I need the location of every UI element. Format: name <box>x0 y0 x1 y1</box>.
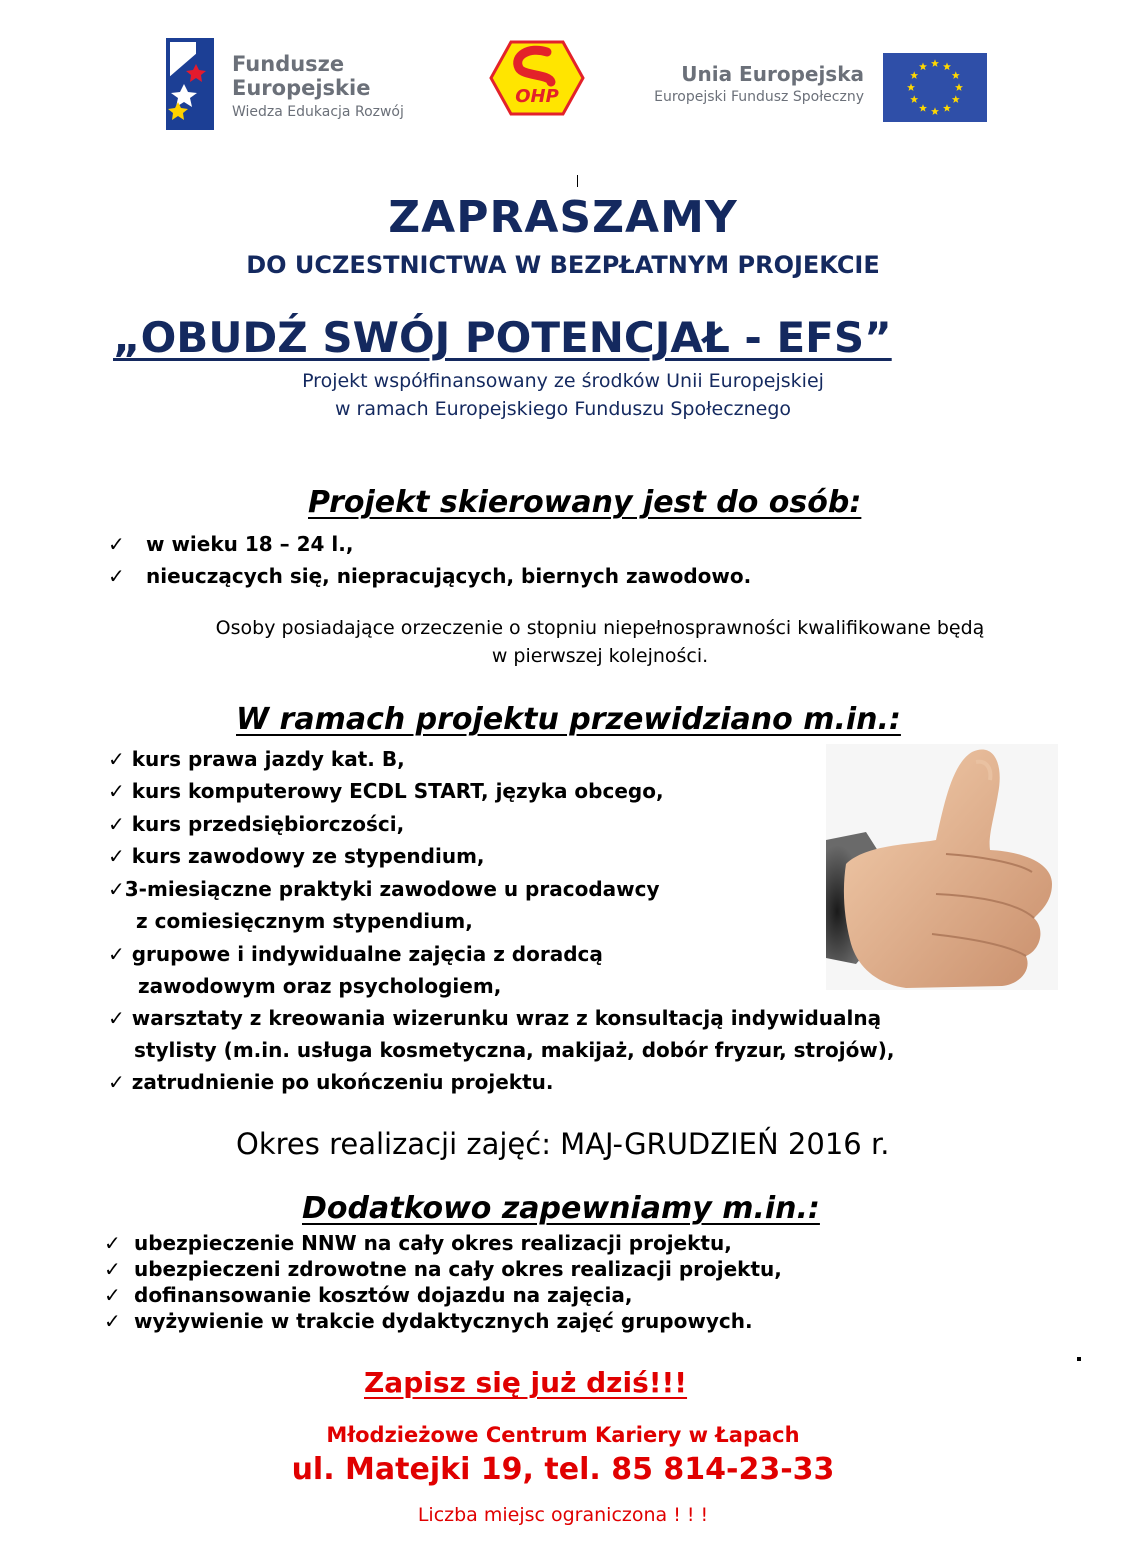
thumbs-up-icon <box>826 744 1058 990</box>
offer-line: ✓ kurs prawa jazdy kat. B, <box>108 747 405 771</box>
extras-item-label: ubezpieczenie NNW na cały okres realizacji projektu, <box>134 1231 732 1255</box>
offer-line: ✓3-miesiączne praktyki zawodowe u pracodawcy <box>108 877 660 901</box>
fundusze-line1: Fundusze <box>232 52 345 76</box>
places-limited: Liczba miejsc ograniczona ! ! ! <box>417 1504 709 1526</box>
offer-line: zawodowym oraz psychologiem, <box>138 974 502 998</box>
target-item-label: w wieku 18 – 24 l., <box>146 532 354 556</box>
offer-line: z comiesięcznym stypendium, <box>136 909 473 933</box>
check-icon: ✓ <box>108 532 125 556</box>
fundusze-europejskie-emblem-icon <box>166 38 214 130</box>
list-item <box>104 1230 732 1256</box>
offer-line: ✓ grupowe i indywidualne zajęcia z doradcą <box>108 942 603 966</box>
extras-item-label: ubezpieczeni zdrowotne na cały okres realizacji projektu, <box>134 1257 782 1281</box>
offer-line: ✓ zatrudnienie po ukończeniu projektu. <box>108 1070 554 1094</box>
fundusze-europejskie-logo <box>166 38 426 130</box>
project-name: „OBUDŹ SWÓJ POTENCJAŁ - EFS” <box>113 313 892 362</box>
check-icon: ✓ <box>104 1257 121 1281</box>
target-note <box>130 614 1070 670</box>
offer-line: ✓ kurs zawodowy ze stypendium, <box>108 844 485 868</box>
check-icon: ✓ <box>104 1283 121 1307</box>
check-icon: ✓ <box>104 1309 121 1333</box>
extras-item-label: dofinansowanie kosztów dojazdu na zajęcia, <box>134 1283 633 1307</box>
list-item <box>104 1282 633 1308</box>
eu-flag-icon <box>883 53 987 122</box>
stray-dot <box>1077 1357 1081 1361</box>
ohp-logo <box>489 38 585 118</box>
target-item-label: nieuczących się, niepracujących, biernych zawodowo. <box>146 564 752 588</box>
offer-heading: W ramach projektu przewidziano m.in.: <box>236 702 901 737</box>
ue-line1: Unia Europejska <box>681 62 864 86</box>
address-phone: ul. Matejki 19, tel. 85 814-23-33 <box>291 1452 835 1487</box>
offer-line: ✓ kurs komputerowy ECDL START, języka obcego, <box>108 779 664 803</box>
fundusze-line2: Europejskie <box>232 76 371 100</box>
check-icon: ✓ <box>108 564 125 588</box>
cofinance-line1: Projekt współfinansowany ze środków Unii Europejskiej <box>302 370 824 392</box>
target-note-line1: Osoby posiadające orzeczenie o stopniu niepełnosprawności kwalifikowane będą <box>215 617 985 639</box>
check-icon: ✓ <box>104 1231 121 1255</box>
ue-line2: Europejski Fundusz Społeczny <box>654 89 864 105</box>
offer-line: ✓ warsztaty z kreowania wizerunku wraz z konsultacją indywidualną <box>108 1006 882 1030</box>
target-heading: Projekt skierowany jest do osób: <box>308 485 862 520</box>
offer-line: stylisty (m.in. usługa kosmetyczna, makijaż, dobór fryzur, strojów), <box>134 1038 895 1062</box>
fundusze-line3: Wiedza Edukacja Rozwój <box>232 104 404 120</box>
page-subtitle: DO UCZESTNICTWA W BEZPŁATNYM PROJEKCIE <box>246 251 880 279</box>
list-item <box>108 528 353 560</box>
ue-text-block <box>600 62 864 106</box>
target-note-line2: w pierwszej kolejności. <box>491 645 709 667</box>
ohp-label: OHP <box>515 86 559 107</box>
period-text: Okres realizacji zajęć: MAJ-GRUDZIEŃ 2016 r. <box>236 1127 890 1161</box>
page-title: ZAPRASZAMY <box>388 192 738 243</box>
offer-line: ✓ kurs przedsiębiorczości, <box>108 812 405 836</box>
stray-mark <box>577 175 578 187</box>
organization-name: Młodzieżowe Centrum Kariery w Łapach <box>326 1423 800 1447</box>
list-item <box>104 1256 782 1282</box>
extras-item-label: wyżywienie w trakcie dydaktycznych zajęć grupowych. <box>134 1309 753 1333</box>
list-item <box>104 1308 753 1334</box>
cofinance-line2: w ramach Europejskiego Funduszu Społecznego <box>334 398 792 420</box>
extras-heading: Dodatkowo zapewniamy m.in.: <box>302 1191 820 1226</box>
call-to-action: Zapisz się już dziś!!! <box>364 1366 688 1399</box>
list-item <box>108 560 751 592</box>
